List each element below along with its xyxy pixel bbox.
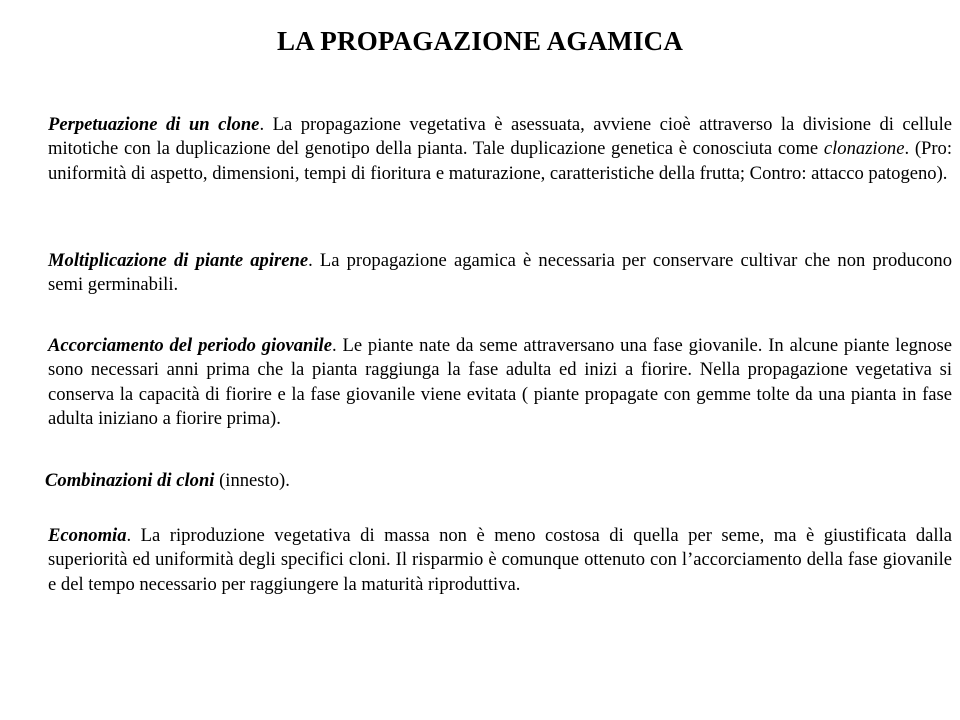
paragraph-economia xyxy=(48,524,952,597)
paragraph-text: . La riproduzione vegetativa di massa non è meno costosa di quella per seme, ma è giustificata dalla superiorità ed uniformità degli specifici cloni. Il risparmio è comunque ottenuto con l’accorciamento della fase giovanile e del tempo necessario per raggiungere la maturità riproduttiva. xyxy=(48,525,952,595)
paragraph-apirene xyxy=(48,249,952,298)
paragraph-text: . La propagazione agamica è necessaria per conservare cultivar che non producono semi germinabili. xyxy=(48,250,952,296)
paragraph-cloni xyxy=(45,469,949,493)
paragraph-text: . La propagazione vegetativa è asessuata, avviene cioè attraverso la divisione di cellule mitotiche con la duplicazione del genotipo della pianta. Tale duplicazione genetica è conosciuta come xyxy=(48,114,952,160)
paragraph-lead: Perpetuazione di un clone xyxy=(48,114,260,135)
paragraph-text: . (Pro: uniformità di aspetto, dimensioni, tempi di fioritura e maturazione, caratteristiche della frutta; Contro: attacco patogeno). xyxy=(48,138,953,184)
paragraph-lead: Economia xyxy=(48,525,127,546)
paragraph-lead: Moltiplicazione di piante apirene xyxy=(48,250,309,271)
paragraph-lead: Combinazioni di cloni xyxy=(45,470,215,491)
paragraph-giovanile xyxy=(48,334,952,431)
paragraph-text: . Le piante nate da seme attraversano una fase giovanile. In alcune piante legnose sono necessari anni prima che la pianta raggiunga la fase adulta ed inizi a fiorire. Nella propagazione vegetativa si conserva la capacità di fiorire e la fase giovanile viene evitata ( piante propagate con gemme tolte da una pianta in fase adulta iniziano a fiorire prima). xyxy=(48,335,952,429)
slide-title: LA PROPAGAZIONE AGAMICA xyxy=(276,26,684,56)
paragraph-text: (innesto). xyxy=(214,470,290,491)
paragraph-clone xyxy=(48,113,952,186)
paragraph-emphasis: clonazione xyxy=(823,138,905,160)
paragraph-lead: Accorciamento del periodo giovanile xyxy=(48,335,332,356)
